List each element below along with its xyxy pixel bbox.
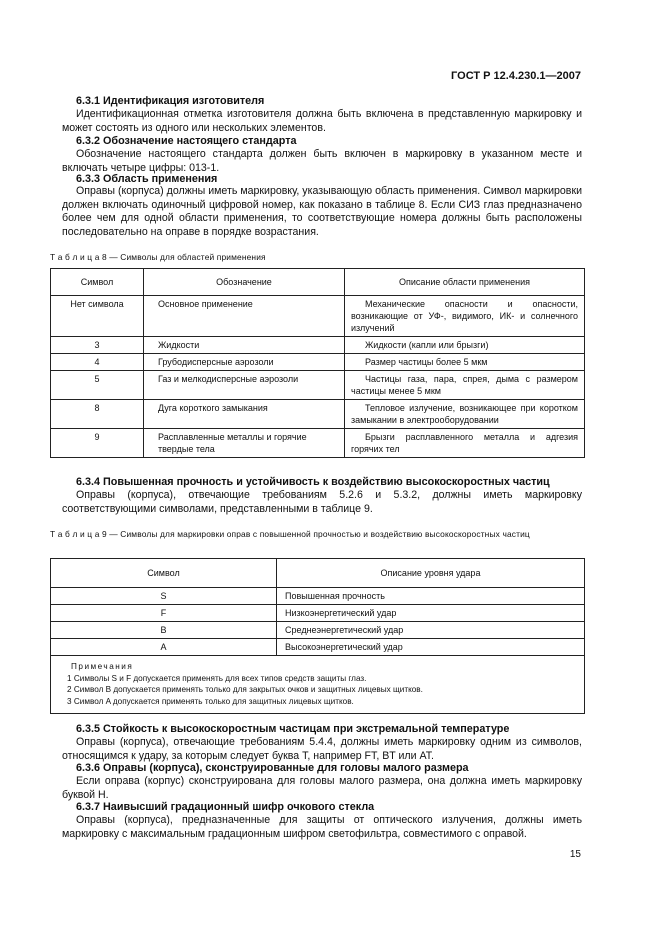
- table-cell: Грубодисперсные аэрозоли: [144, 354, 345, 371]
- table-9-caption: Т а б л и ц а 9 — Символы для маркировки оправ с повышенной прочностью и воздействию высокоскоростных частиц: [50, 529, 530, 539]
- table-cell: Механические опасности и опасности, возникающие от УФ-, видимого, ИК- и солнечного излучений: [345, 296, 585, 337]
- table-cell: 9: [51, 429, 144, 458]
- table-cell: Повышенная прочность: [277, 588, 585, 605]
- table-cell: Брызги расплавленного металла и адгезия горячих тел: [345, 429, 585, 458]
- table-header-row: [51, 269, 585, 296]
- notes-title: Примечания: [71, 662, 134, 671]
- table-row: [51, 400, 585, 429]
- column-header: Символ: [51, 269, 144, 296]
- table-cell: Расплавленные металлы и горячие твердые тела: [144, 429, 345, 458]
- section-6-3-3-title: 6.3.3 Область применения: [76, 173, 218, 185]
- table-row: [51, 337, 585, 354]
- section-6-3-6-title: 6.3.6 Оправы (корпуса), сконструированные для головы малого размера: [76, 762, 469, 774]
- column-header: Описание уровня удара: [277, 559, 585, 588]
- column-header: Описание области применения: [345, 269, 585, 296]
- table-notes-row: [51, 656, 585, 714]
- table-row: [51, 622, 585, 639]
- table-cell: Жидкости: [144, 337, 345, 354]
- table-cell: Дуга короткого замыкания: [144, 400, 345, 429]
- table-cell: F: [51, 605, 277, 622]
- table-cell: B: [51, 622, 277, 639]
- section-6-3-3-text: Оправы (корпуса) должны иметь маркировку, указывающую область применения. Символ маркировки должен включать одиночный цифровой номер, как показано в таблице 8. Если СИЗ глаз предназначено более чем для одной области применения, то соответствующие номера должны быть расположены последовательно на оправе в порядке возрастания.: [62, 185, 582, 238]
- table-row: [51, 296, 585, 337]
- section-6-3-5-title: 6.3.5 Стойкость к высокоскоростным частицам при экстремальной температуре: [76, 723, 510, 735]
- section-6-3-7-text: Оправы (корпуса), предназначенные для защиты от оптического излучения, должны иметь маркировку с максимальным градационным шифром светофильтра, совместимого с оправой.: [62, 814, 582, 840]
- table-cell: Нет символа: [51, 296, 144, 337]
- table-cell: A: [51, 639, 277, 656]
- table-cell: Тепловое излучение, возникающее при коротком замыкании в электрооборудовании: [345, 400, 585, 429]
- note-item: 2 Символ B допускается применять только для закрытых очков и защитных лицевых щитков.: [67, 685, 423, 694]
- table-8: [50, 268, 585, 458]
- table-cell: Размер частицы более 5 мкм: [345, 354, 585, 371]
- table-cell: 8: [51, 400, 144, 429]
- table-cell: Основное применение: [144, 296, 345, 337]
- table-header-row: [51, 559, 585, 588]
- table-cell: Высокоэнергетический удар: [277, 639, 585, 656]
- section-6-3-4-title: 6.3.4 Повышенная прочность и устойчивость к воздействию высокоскоростных частиц: [76, 476, 550, 488]
- table-row: [51, 605, 585, 622]
- table-cell: Среднеэнергетический удар: [277, 622, 585, 639]
- column-header: Символ: [51, 559, 277, 588]
- table-cell: Газ и мелкодисперсные аэрозоли: [144, 371, 345, 400]
- section-6-3-1-title: 6.3.1 Идентификация изготовителя: [76, 95, 265, 107]
- table-notes: [51, 656, 585, 714]
- table-row: [51, 354, 585, 371]
- table-9: [50, 558, 585, 714]
- table-8-caption: Т а б л и ц а 8 — Символы для областей применения: [50, 252, 266, 262]
- section-6-3-7-title: 6.3.7 Наивысший градационный шифр очкового стекла: [76, 801, 375, 813]
- page-number: 15: [569, 849, 581, 860]
- table-row: [51, 639, 585, 656]
- column-header: Обозначение: [144, 269, 345, 296]
- note-item: 1 Символы S и F допускается применять для всех типов средств защиты глаз.: [67, 673, 367, 683]
- section-6-3-2-text: Обозначение настоящего стандарта должен быть включен в маркировку в указанном месте и включать четыре цифры: 013-1.: [62, 148, 582, 174]
- table-cell: Жидкости (капли или брызги): [345, 337, 585, 354]
- section-6-3-4-text: Оправы (корпуса), отвечающие требованиям 5.2.6 и 5.3.2, должны иметь маркировку соответствующими символами, представленными в таблице 9.: [62, 489, 582, 515]
- table-cell: 3: [51, 337, 144, 354]
- section-6-3-5-text: Оправы (корпуса), отвечающие требованиям 5.4.4, должны иметь маркировку одним из символов, относящимся к удару, за которым следует буква Т, например FT, BT или AT.: [62, 736, 582, 762]
- section-6-3-1-text: Идентификационная отметка изготовителя должна быть включена в представленную маркировку и может состоять из одного или нескольких элементов.: [62, 108, 582, 134]
- section-6-3-2-title: 6.3.2 Обозначение настоящего стандарта: [76, 135, 297, 147]
- table-cell: 4: [51, 354, 144, 371]
- table-row: [51, 371, 585, 400]
- table-cell: Низкоэнергетический удар: [277, 605, 585, 622]
- note-item: 3 Символ A допускается применять только для защитных лицевых щитков.: [67, 696, 354, 706]
- document-header: ГОСТ Р 12.4.230.1—2007: [451, 70, 581, 82]
- table-cell: 5: [51, 371, 144, 400]
- section-6-3-6-text: Если оправа (корпус) сконструирована для головы малого размера, она должна иметь маркировку буквой H.: [62, 775, 582, 801]
- table-row: [51, 588, 585, 605]
- table-row: [51, 429, 585, 458]
- table-cell: S: [51, 588, 277, 605]
- table-cell: Частицы газа, пара, спрея, дыма с размером частицы менее 5 мкм: [345, 371, 585, 400]
